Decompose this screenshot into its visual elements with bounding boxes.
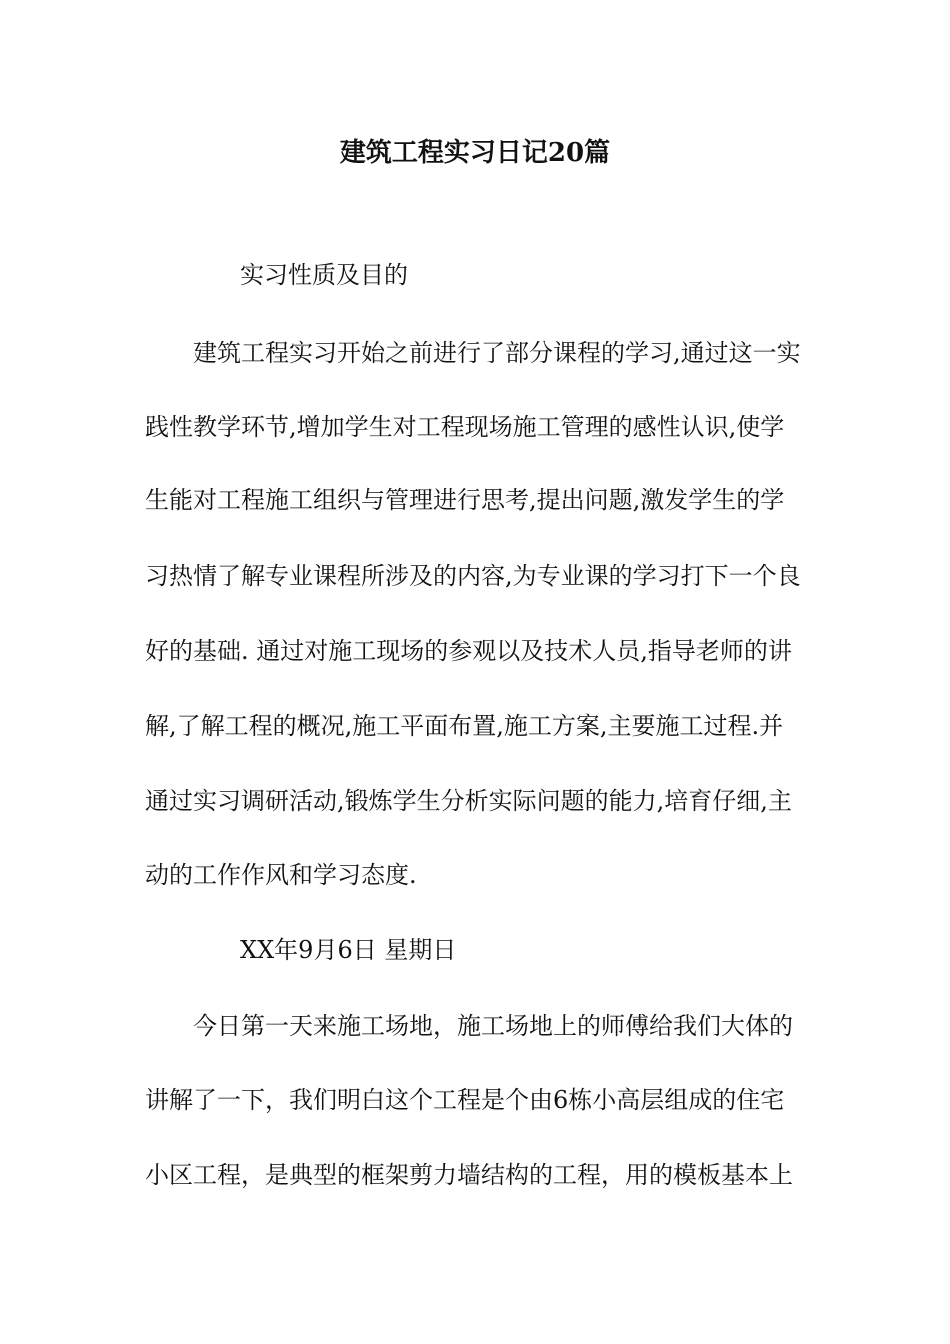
paragraph-line: 解,了解工程的概况,施工平面布置,施工方案,主要施工过程.并 — [145, 712, 784, 740]
paragraph-line: 好的基础. 通过对施工现场的参观以及技术人员,指导老师的讲 — [145, 637, 792, 665]
paragraph-line: 通过实习调研活动,锻炼学生分析实际问题的能力,培育仔细,主 — [145, 787, 792, 815]
paragraph-line: 今日第一天来施工场地，施工场地上的师傅给我们大体的 — [193, 1012, 793, 1040]
paragraph-line: 建筑工程实习开始之前进行了部分课程的学习,通过这一实 — [193, 339, 801, 367]
section-heading: 实习性质及目的 — [240, 261, 408, 289]
paragraph-line: 讲解了一下，我们明白这个工程是个由6栋小高层组成的住宅 — [145, 1086, 785, 1114]
document-title: 建筑工程实习日记20篇 — [339, 138, 611, 168]
paragraph-line: 小区工程，是典型的框架剪力墙结构的工程，用的模板基本上 — [145, 1161, 793, 1189]
diary-date: XX年9月6日 星期日 — [240, 936, 457, 964]
paragraph-line: 习热情了解专业课程所涉及的内容,为专业课的学习打下一个良 — [145, 562, 801, 590]
paragraph-line: 践性教学环节,增加学生对工程现场施工管理的感性认识,使学 — [145, 413, 785, 441]
paragraph-line: 动的工作作风和学习态度. — [145, 861, 417, 889]
paragraph-line: 生能对工程施工组织与管理进行思考,提出问题,激发学生的学 — [145, 486, 785, 514]
